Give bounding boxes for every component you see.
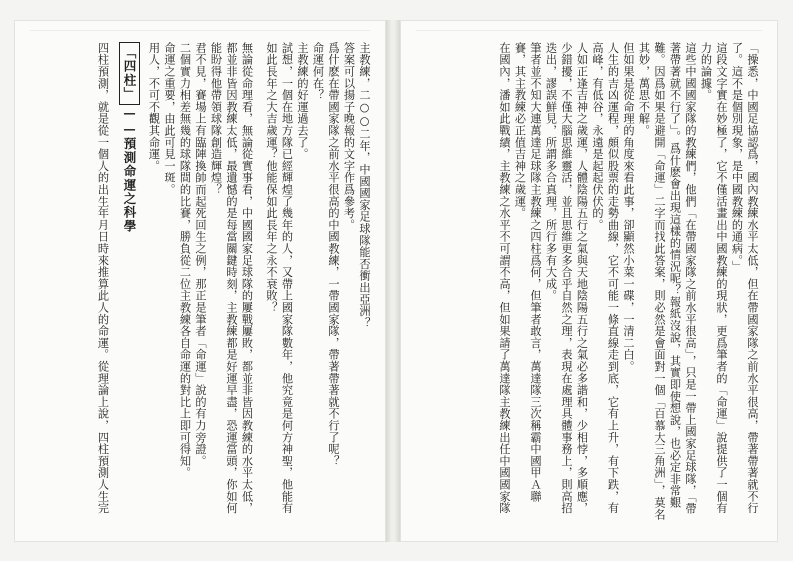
- left-paragraph-7: 無論從命理看，無論從實事看，中國國家足球隊的屢戰屢敗，都並非皆因教練的水平太低，都並非皆因教練太低，最遺憾的是每當關鍵時刻，主教練都是好運早盡，恐運當頭，你如何能盼得他帶領球隊創造輝煌？: [209, 42, 254, 514]
- right-page: [400, 20, 778, 542]
- left-paragraph-11: 用人，不可不觀其命運。: [147, 42, 161, 172]
- left-paragraph-8: 君不見，賽場上有臨陣換帥而起死回生之例，那正是筆者「命運」說的有力旁證。: [194, 42, 207, 467]
- right-paragraph-8: 在國內，潘如此戰績，主教練之水平不可謂不高，但如果請了萬達隊主教練出任中國國家隊: [498, 42, 511, 514]
- right-paragraph-3: 這些中國國家隊的教練們，他們「在帶國家隊之前水平很高」，只是一帶上國家足球隊，「帶著帶著就不行了」。爲什麽會出現這樣的情況呢？報紙沒說，其實即使想說，也必定非常艱難。因爲如果是避開「命運」二字而找此答案，則必然是會面對一個「百慕大三角洲」，莫名其妙，萬思不解。: [637, 42, 697, 521]
- left-paragraph-10: 命運之重要，由此可見一斑。: [163, 42, 176, 196]
- left-paragraph-5: 主教練的好運過去了。: [296, 42, 309, 160]
- right-paragraph-4: 但如果是從命理的角度來看此事，卻顯然小菜一碟，一清二白。: [622, 42, 635, 373]
- left-paragraph-3: 爲什麽在帶國家隊之前水平很高的中國教練，一帶國家隊，帶著帶著就不行了呢？: [327, 42, 340, 467]
- book-gutter: [386, 20, 400, 542]
- left-paragraph-4: 命運何在？: [311, 42, 325, 101]
- right-page-text-column: [416, 42, 760, 522]
- right-paragraph-7: 筆者並不知大連萬達足球隊主教練之四柱爲何，但筆者敢言，萬達隊三次稱霸中國甲Ａ聯賽，其主教練必正值吉神之歲運。: [513, 42, 542, 503]
- page-top-rule: [416, 30, 762, 31]
- section-heading: [119, 42, 141, 522]
- right-paragraph-2: 這段文字實在妙極了，它不僅活畫出中國教練的現狀，更爲筆者的「命運」說提供了一個有力的論據。: [699, 42, 728, 514]
- page-top-rule: [30, 30, 370, 31]
- section-heading-label: 「四柱」: [119, 42, 141, 105]
- right-paragraph-5: 人生的吉凶運程，頗似股票的走勢曲線，它不可能一條直線走到底，它有上升，有下跌，有高峰，有低谷，永遠是起起伏伏的。: [591, 42, 620, 514]
- right-paragraph-1: 「操悉，中國足協認爲，國內教練水平太低，但在帶國家隊之前水平很高，帶著帶著就不行了。這不是個別現象，是中國教練的通病。」: [730, 42, 759, 514]
- left-paragraph-6: 試想，一個在地方隊已經輝煌了幾年的人，又帶上國家隊數年，他究竟是何方神聖，他能有如此長年之大吉歲運？他能保如此長年之永不衰敗？: [265, 42, 294, 514]
- left-page: [14, 20, 386, 542]
- left-page-text-column: [28, 42, 372, 522]
- right-paragraph-6: 人如正逢吉神之歲運，人體陰陽五行之氣與天地陰陽五行之氣必多諧和，少相悖，多順應，少錯擾，不僅大腦思維靈活，並且思維更多合乎自然之理，表現在處理具體事務上，則高招迭出，謬誤鮮見，所謂多合真理，所行多有大成。: [544, 42, 589, 514]
- section-heading-title: ——預測命運之科學: [122, 104, 137, 234]
- left-closing-paragraph: 四柱預測，就是從一個人的出生年月日時來推算此人的命運。從理論上說，四柱預測人生完: [96, 42, 110, 514]
- left-paragraph-9: 二個實力相差無幾的球隊間的比賽，勝負從二位主教練各自命運的對比上即可得知。: [178, 42, 192, 479]
- left-paragraph-1: 主教練，二○○二年，中國國家足球隊能否衝出亞洲？: [358, 42, 371, 329]
- left-paragraph-2: 答案可以揚子晚報的文字作爲參考。: [342, 42, 356, 231]
